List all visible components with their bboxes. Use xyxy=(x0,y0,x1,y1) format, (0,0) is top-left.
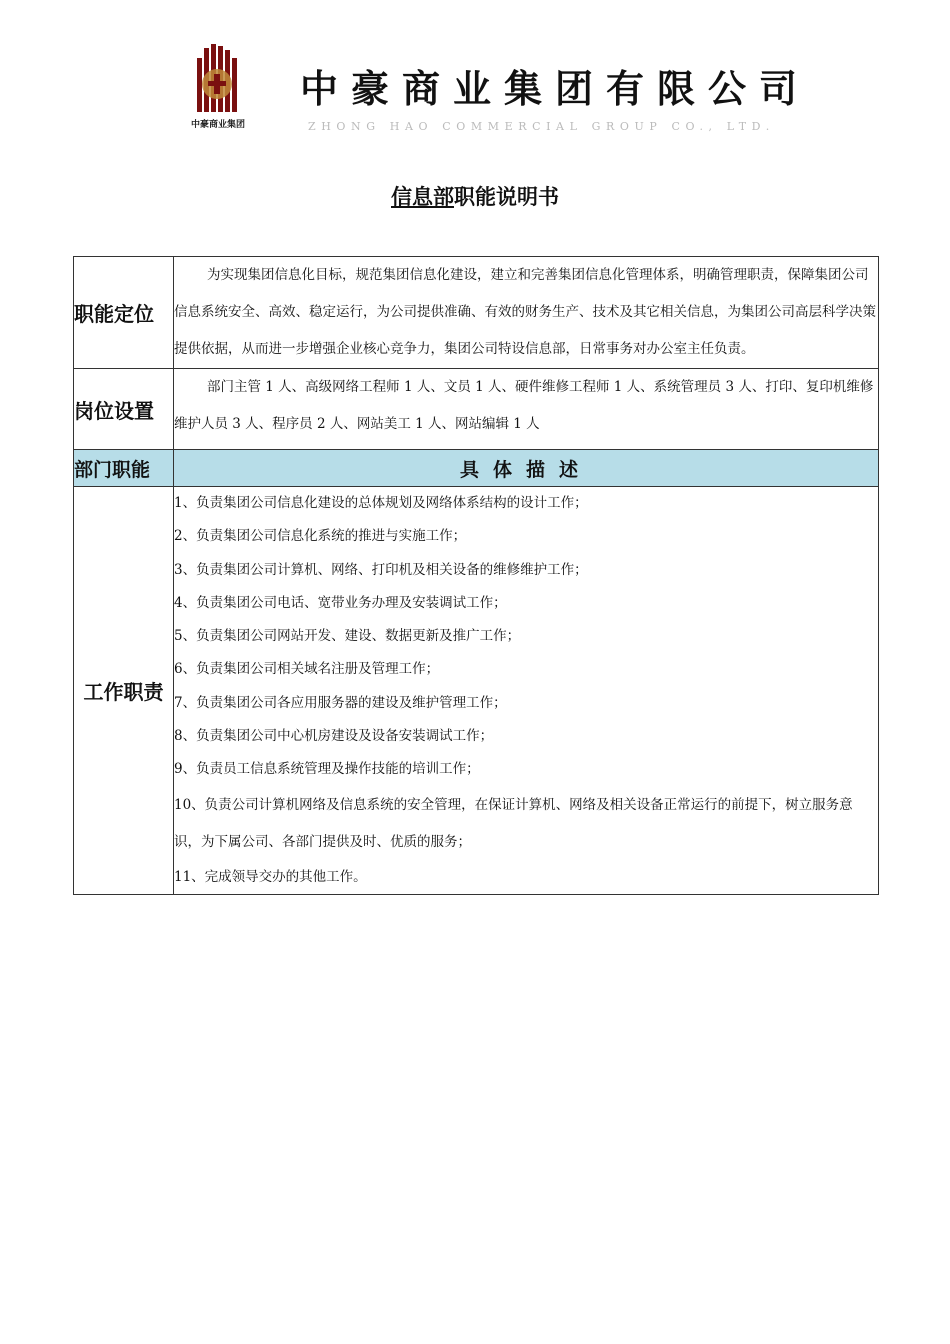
duties-cell xyxy=(174,487,879,895)
positions-label: 岗位设置 xyxy=(74,369,174,450)
title-department: 信息部 xyxy=(391,185,454,209)
document-title xyxy=(0,181,950,211)
header-label: 部门职能 xyxy=(74,450,174,487)
row-duties xyxy=(74,487,879,895)
duty-item: 6、负责集团公司相关域名注册及管理工作； xyxy=(174,661,440,678)
row-header xyxy=(74,450,879,487)
duty-item: 9、负责员工信息系统管理及操作技能的培训工作； xyxy=(174,761,480,778)
duty-item: 8、负责集团公司中心机房建设及设备安装调试工作； xyxy=(174,728,494,745)
function-table xyxy=(73,256,879,895)
duty-item: 4、负责集团公司电话、宽带业务办理及安装调试工作； xyxy=(174,594,507,611)
company-logo xyxy=(178,44,258,128)
duty-item: 7、负责集团公司各应用服务器的建设及维护管理工作； xyxy=(174,694,507,711)
duty-item: 10、负责公司计算机网络及信息系统的安全管理，在保证计算机、网络及相关设备正常运行的前提下，树立服务意识，为下属公司、各部门提供及时、优质的服务； xyxy=(174,796,853,850)
duty-item: 2、负责集团公司信息化系统的推进与实施工作； xyxy=(174,528,467,545)
duty-item: 11、完成领导交办的其他工作。 xyxy=(174,868,367,885)
function-cell xyxy=(174,257,879,369)
title-rest: 职能说明书 xyxy=(454,185,559,209)
company-name-en: ZHONG HAO COMMERCIAL GROUP CO., LTD. xyxy=(308,120,775,133)
company-name-cn: 中豪商业集团有限公司 xyxy=(300,66,811,111)
row-function xyxy=(74,257,879,369)
duty-item: 1、负责集团公司信息化建设的总体规划及网络体系结构的设计工作； xyxy=(174,495,588,511)
duty-item: 5、负责集团公司网站开发、建设、数据更新及推广工作； xyxy=(174,628,521,645)
function-text: 为实现集团信息化目标，规范集团信息化建设，建立和完善集团信息化管理体系，明确管理职责，保障集团公司信息系统安全、高效、稳定运行，为公司提供准确、有效的财务生产、技术及其它相关信息，为集团公司高层科学决策提供依据，从而进一步增强企业核心竞争力，集团公司特设信息部，日常事务对办公室主任负责。 xyxy=(174,267,876,357)
row-positions xyxy=(74,369,879,450)
duties-label: 工作职责 xyxy=(74,487,174,895)
duty-item: 3、负责集团公司计算机、网络、打印机及相关设备的维修维护工作； xyxy=(174,561,588,578)
function-label: 职能定位 xyxy=(74,257,174,369)
logo-caption: 中豪商业集团 xyxy=(190,120,245,130)
header-description: 具体描述 xyxy=(174,450,879,487)
positions-cell xyxy=(174,369,879,450)
positions-text: 部门主管 1 人、高级网络工程师 1 人、文员 1 人、硬件维修工程师 1 人、系统管理员 3 人、打印、复印机维修维护人员 3 人、程序员 2 人、网站美工 1 人、网站编辑 1 人 xyxy=(174,379,874,432)
